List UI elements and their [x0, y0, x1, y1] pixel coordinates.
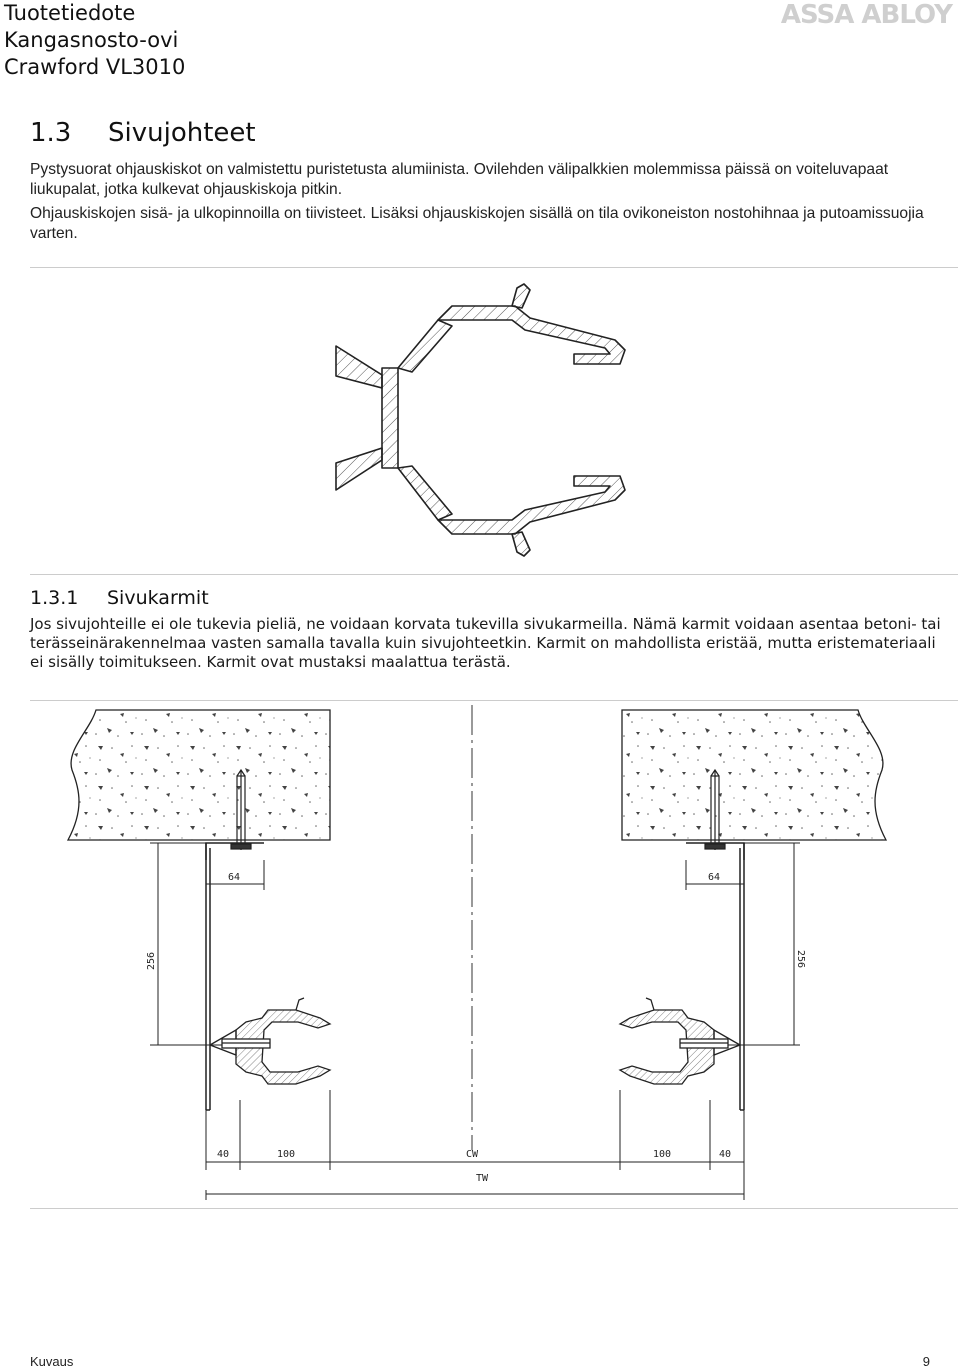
dim-bottom-chain — [206, 1090, 744, 1200]
side-frame-installation-drawing — [0, 700, 960, 1220]
header-product-type: Kangasnosto-ovi — [4, 28, 179, 52]
rail-profile-hatched — [336, 284, 625, 556]
dim-left-256-label: 256 — [146, 951, 157, 970]
dim-tw-label: TW — [476, 1173, 489, 1184]
dim-left-64-label: 64 — [228, 872, 241, 883]
guide-rail-profile-drawing — [0, 0, 960, 600]
subsection-heading — [30, 587, 209, 609]
divider — [30, 1208, 958, 1209]
subsection-number: 1.3.1 — [30, 587, 79, 609]
section-paragraph-2: Ohjauskiskojen sisä- ja ulkopinnoilla on tiivisteet. Lisäksi ohjauskiskojen sisällä on tila ovikoneiston nostohihnaa ja putoamissuojia varten. — [30, 205, 924, 242]
section-title: Sivujohteet — [108, 118, 256, 148]
brand-logo: ASSA ABLOY — [780, 0, 952, 30]
dim-left-40-label: 40 — [217, 1149, 230, 1160]
header-doc-type: Tuotetiedote — [4, 1, 136, 25]
dim-right-256-label: 256 — [795, 950, 806, 969]
section-paragraph-1: Pystysuorat ohjauskiskot on valmistettu puristetusta alumiinista. Ovilehden välipalkkien molemmissa päissä on voiteluvapaat liukupalat, jotka kulkevat ohjauskiskoja pitkin. — [30, 161, 889, 198]
dim-cw-label: CW — [466, 1149, 479, 1160]
dim-right-40-label: 40 — [719, 1149, 732, 1160]
left-guide-rail — [210, 998, 330, 1084]
divider — [30, 574, 958, 575]
dim-right-256 — [728, 843, 800, 1045]
right-concrete-wall — [622, 710, 886, 840]
dim-right-64-label: 64 — [708, 872, 721, 883]
dim-left-100-label: 100 — [277, 1149, 296, 1160]
right-guide-rail — [620, 998, 740, 1084]
footer-section-label: Kuvaus — [30, 1354, 74, 1369]
header-product-name: Crawford VL3010 — [4, 55, 186, 79]
subsection-title: Sivukarmit — [107, 587, 209, 609]
section-number: 1.3 — [30, 118, 72, 148]
subsection-paragraph: Jos sivujohteille ei ole tukevia pieliä, ne voidaan korvata tukevilla sivukarmeilla. Nämä karmit voidaan asentaa betoni- tai terässeinärakennelmaa vasten samalla tavalla kuin sivujohteetkin. Karmit on mahdollista eristää, mutta eristemateriaali ei sisälly toimitukseen. Karmit ovat mustaksi maalattua terästä. — [30, 615, 941, 671]
left-concrete-wall — [68, 710, 330, 840]
dim-left-256 — [150, 843, 222, 1045]
footer-page-number: 9 — [922, 1354, 930, 1369]
dim-right-100-label: 100 — [653, 1149, 672, 1160]
